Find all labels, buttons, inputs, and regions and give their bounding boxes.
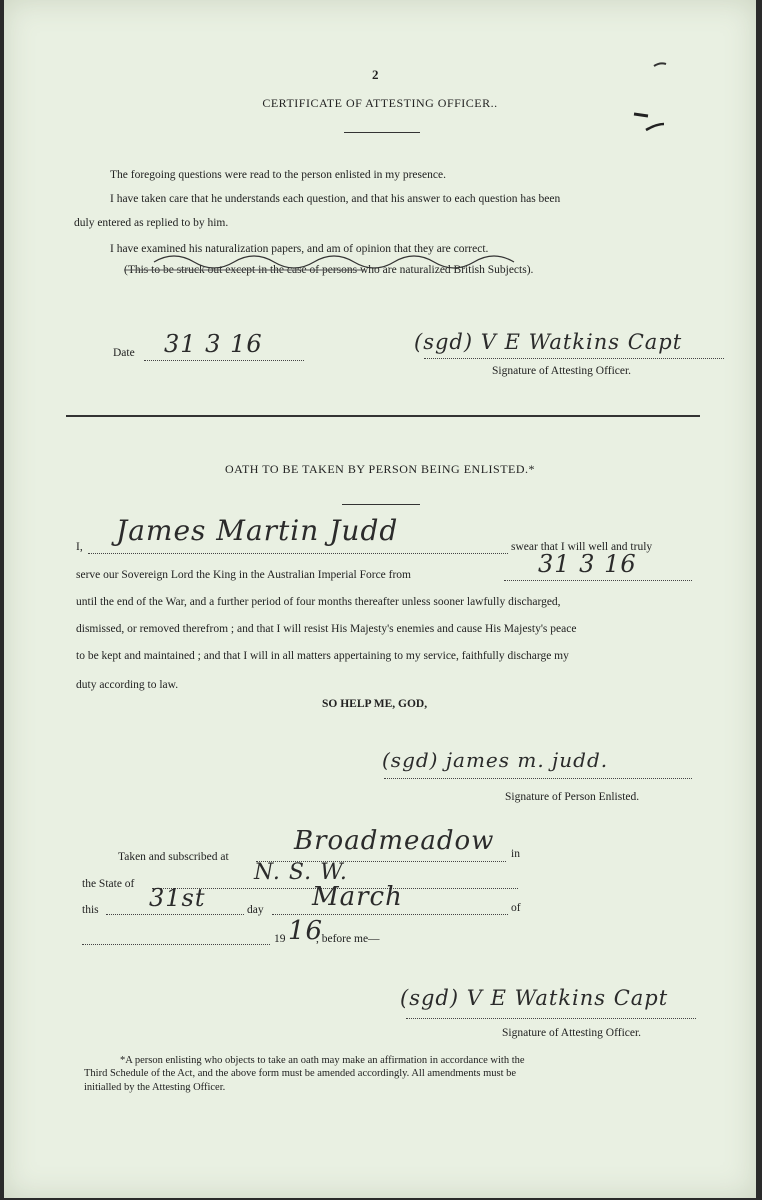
enlistee-signature-value: (sgd) james m. judd.	[382, 748, 609, 772]
oath-line-3: until the end of the War, and a further period of four months thereafter unless sooner lawfully discharged,	[76, 596, 561, 608]
page-number: 2	[372, 67, 379, 82]
oath-closing: SO HELP ME, GOD,	[322, 698, 428, 710]
day-value: 31st	[149, 884, 206, 912]
enlistee-signature-line	[384, 778, 692, 779]
before-me-label: , before me—	[316, 933, 380, 945]
certificate-paragraph-2b: duly entered as replied to by him.	[74, 217, 229, 229]
oath-line-1-tail: swear that I will well and truly	[511, 541, 653, 553]
state-value: N. S. W.	[254, 860, 348, 885]
oath-i-label: I,	[76, 541, 83, 553]
enlistee-name: James Martin Judd	[116, 514, 399, 547]
oath-line-6: duty according to law.	[76, 679, 179, 691]
place-value: Broadmeadow	[294, 826, 495, 856]
certificate-paragraph-1: The foregoing questions were read to the person enlisted in my presence.	[110, 169, 446, 181]
year-value: 16	[288, 916, 324, 946]
date-line	[144, 360, 304, 361]
from-date-line	[504, 580, 692, 581]
enlistee-signature-label: Signature of Person Enlisted.	[505, 791, 640, 803]
name-line	[88, 553, 508, 554]
officer-signature-value: (sgd) V E Watkins Capt	[414, 330, 683, 354]
certificate-paragraph-4: (This to be struck out except in the case of persons who are naturalized British Subjects).	[124, 264, 534, 276]
witness-signature-label: Signature of Attesting Officer.	[502, 1027, 642, 1039]
year-prefix: 19	[274, 933, 286, 945]
month-line	[272, 914, 508, 915]
taken-label: Taken and subscribed at	[118, 851, 229, 863]
oath-title: OATH TO BE TAKEN BY PERSON BEING ENLISTED.*	[224, 462, 536, 476]
oath-line-5: to be kept and maintained ; and that I will in all matters appertaining to my service, faithfully discharge my	[76, 650, 569, 662]
title-divider	[344, 132, 420, 133]
date-value: 31 3 16	[164, 330, 263, 358]
oath-title-divider	[342, 504, 420, 505]
officer-signature-label: Signature of Attesting Officer.	[492, 365, 632, 377]
certificate-paragraph-2a: I have taken care that he understands each question, and that his answer to each question has been	[110, 193, 561, 205]
state-label: the State of	[82, 878, 135, 890]
certificate-title: CERTIFICATE OF ATTESTING OFFICER..	[262, 96, 498, 110]
strike-through-mark	[114, 240, 534, 285]
witness-signature-line	[406, 1018, 696, 1019]
in-label: in	[511, 848, 520, 860]
year-prefix-line	[82, 944, 270, 945]
oath-line-2: serve our Sovereign Lord the King in the Australian Imperial Force from	[76, 569, 412, 581]
officer-signature-line	[424, 358, 724, 359]
this-label: this	[82, 904, 99, 916]
oath-line-4: dismissed, or removed therefrom ; and that I will resist His Majesty's enemies and cause His Majesty's peace	[76, 623, 577, 635]
month-value: March	[312, 882, 403, 912]
day-label: day	[247, 904, 264, 916]
day-line	[106, 914, 244, 915]
ink-marks	[626, 58, 676, 138]
section-divider	[66, 415, 700, 417]
footnote-line-3: initialled by the Attesting Officer.	[84, 1082, 226, 1093]
witness-signature-value: (sgd) V E Watkins Capt	[400, 986, 669, 1010]
from-date-value: 31 3 16	[538, 550, 637, 578]
footnote-line-1: *A person enlisting who objects to take an oath may make an affirmation in accordance with the	[120, 1055, 525, 1066]
date-label: Date	[113, 347, 135, 359]
certificate-paragraph-3: I have examined his naturalization papers, and am of opinion that they are correct.	[110, 243, 489, 255]
document-page	[4, 0, 756, 1198]
of-label: of	[511, 902, 521, 914]
footnote-line-2: Third Schedule of the Act, and the above form must be amended accordingly. All amendments must be	[84, 1068, 517, 1079]
